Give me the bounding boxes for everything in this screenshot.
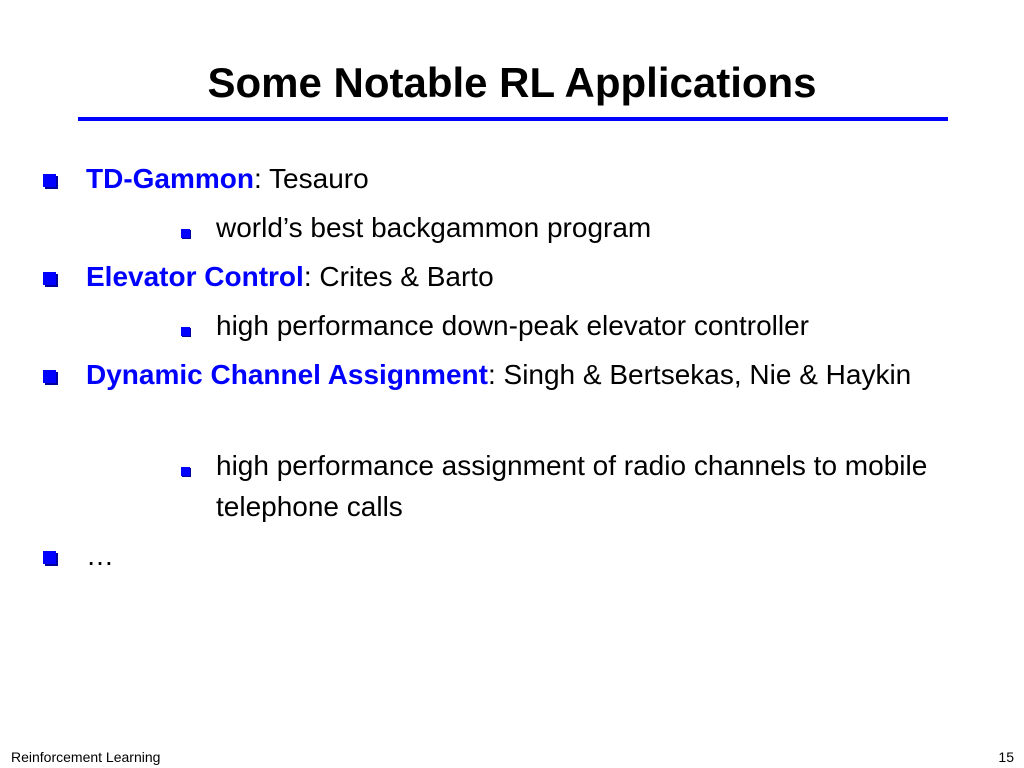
list-item [86, 356, 996, 394]
sub-list-item: high performance down-peak elevator controller [216, 310, 809, 341]
square-bullet-icon [181, 327, 190, 336]
list-item: … [86, 540, 114, 571]
square-bullet-icon [43, 551, 56, 564]
application-authors: : Tesauro [254, 163, 369, 194]
slide-title: Some Notable RL Applications [207, 59, 817, 106]
application-name: Dynamic Channel Assignment [86, 359, 488, 390]
sub-list-item: high performance assignment of radio channels to mobile telephone calls [216, 450, 928, 522]
list-item [86, 258, 996, 296]
footer-course-name: Reinforcement Learning [11, 749, 161, 765]
application-authors: : Crites & Barto [303, 261, 494, 292]
square-bullet-icon [181, 229, 190, 238]
square-bullet-icon [43, 370, 56, 383]
square-bullet-icon [43, 272, 56, 285]
application-name: TD-Gammon [86, 163, 254, 194]
title-underline [78, 117, 948, 121]
application-authors: : Singh & Bertsekas, Nie & Haykin [487, 359, 912, 390]
list-item [86, 160, 996, 198]
sub-list-item: world’s best backgammon program [216, 212, 652, 243]
square-bullet-icon [43, 174, 56, 187]
square-bullet-icon [181, 467, 190, 476]
application-name: Elevator Control [86, 261, 304, 292]
footer-page-number: 15 [998, 749, 1014, 765]
